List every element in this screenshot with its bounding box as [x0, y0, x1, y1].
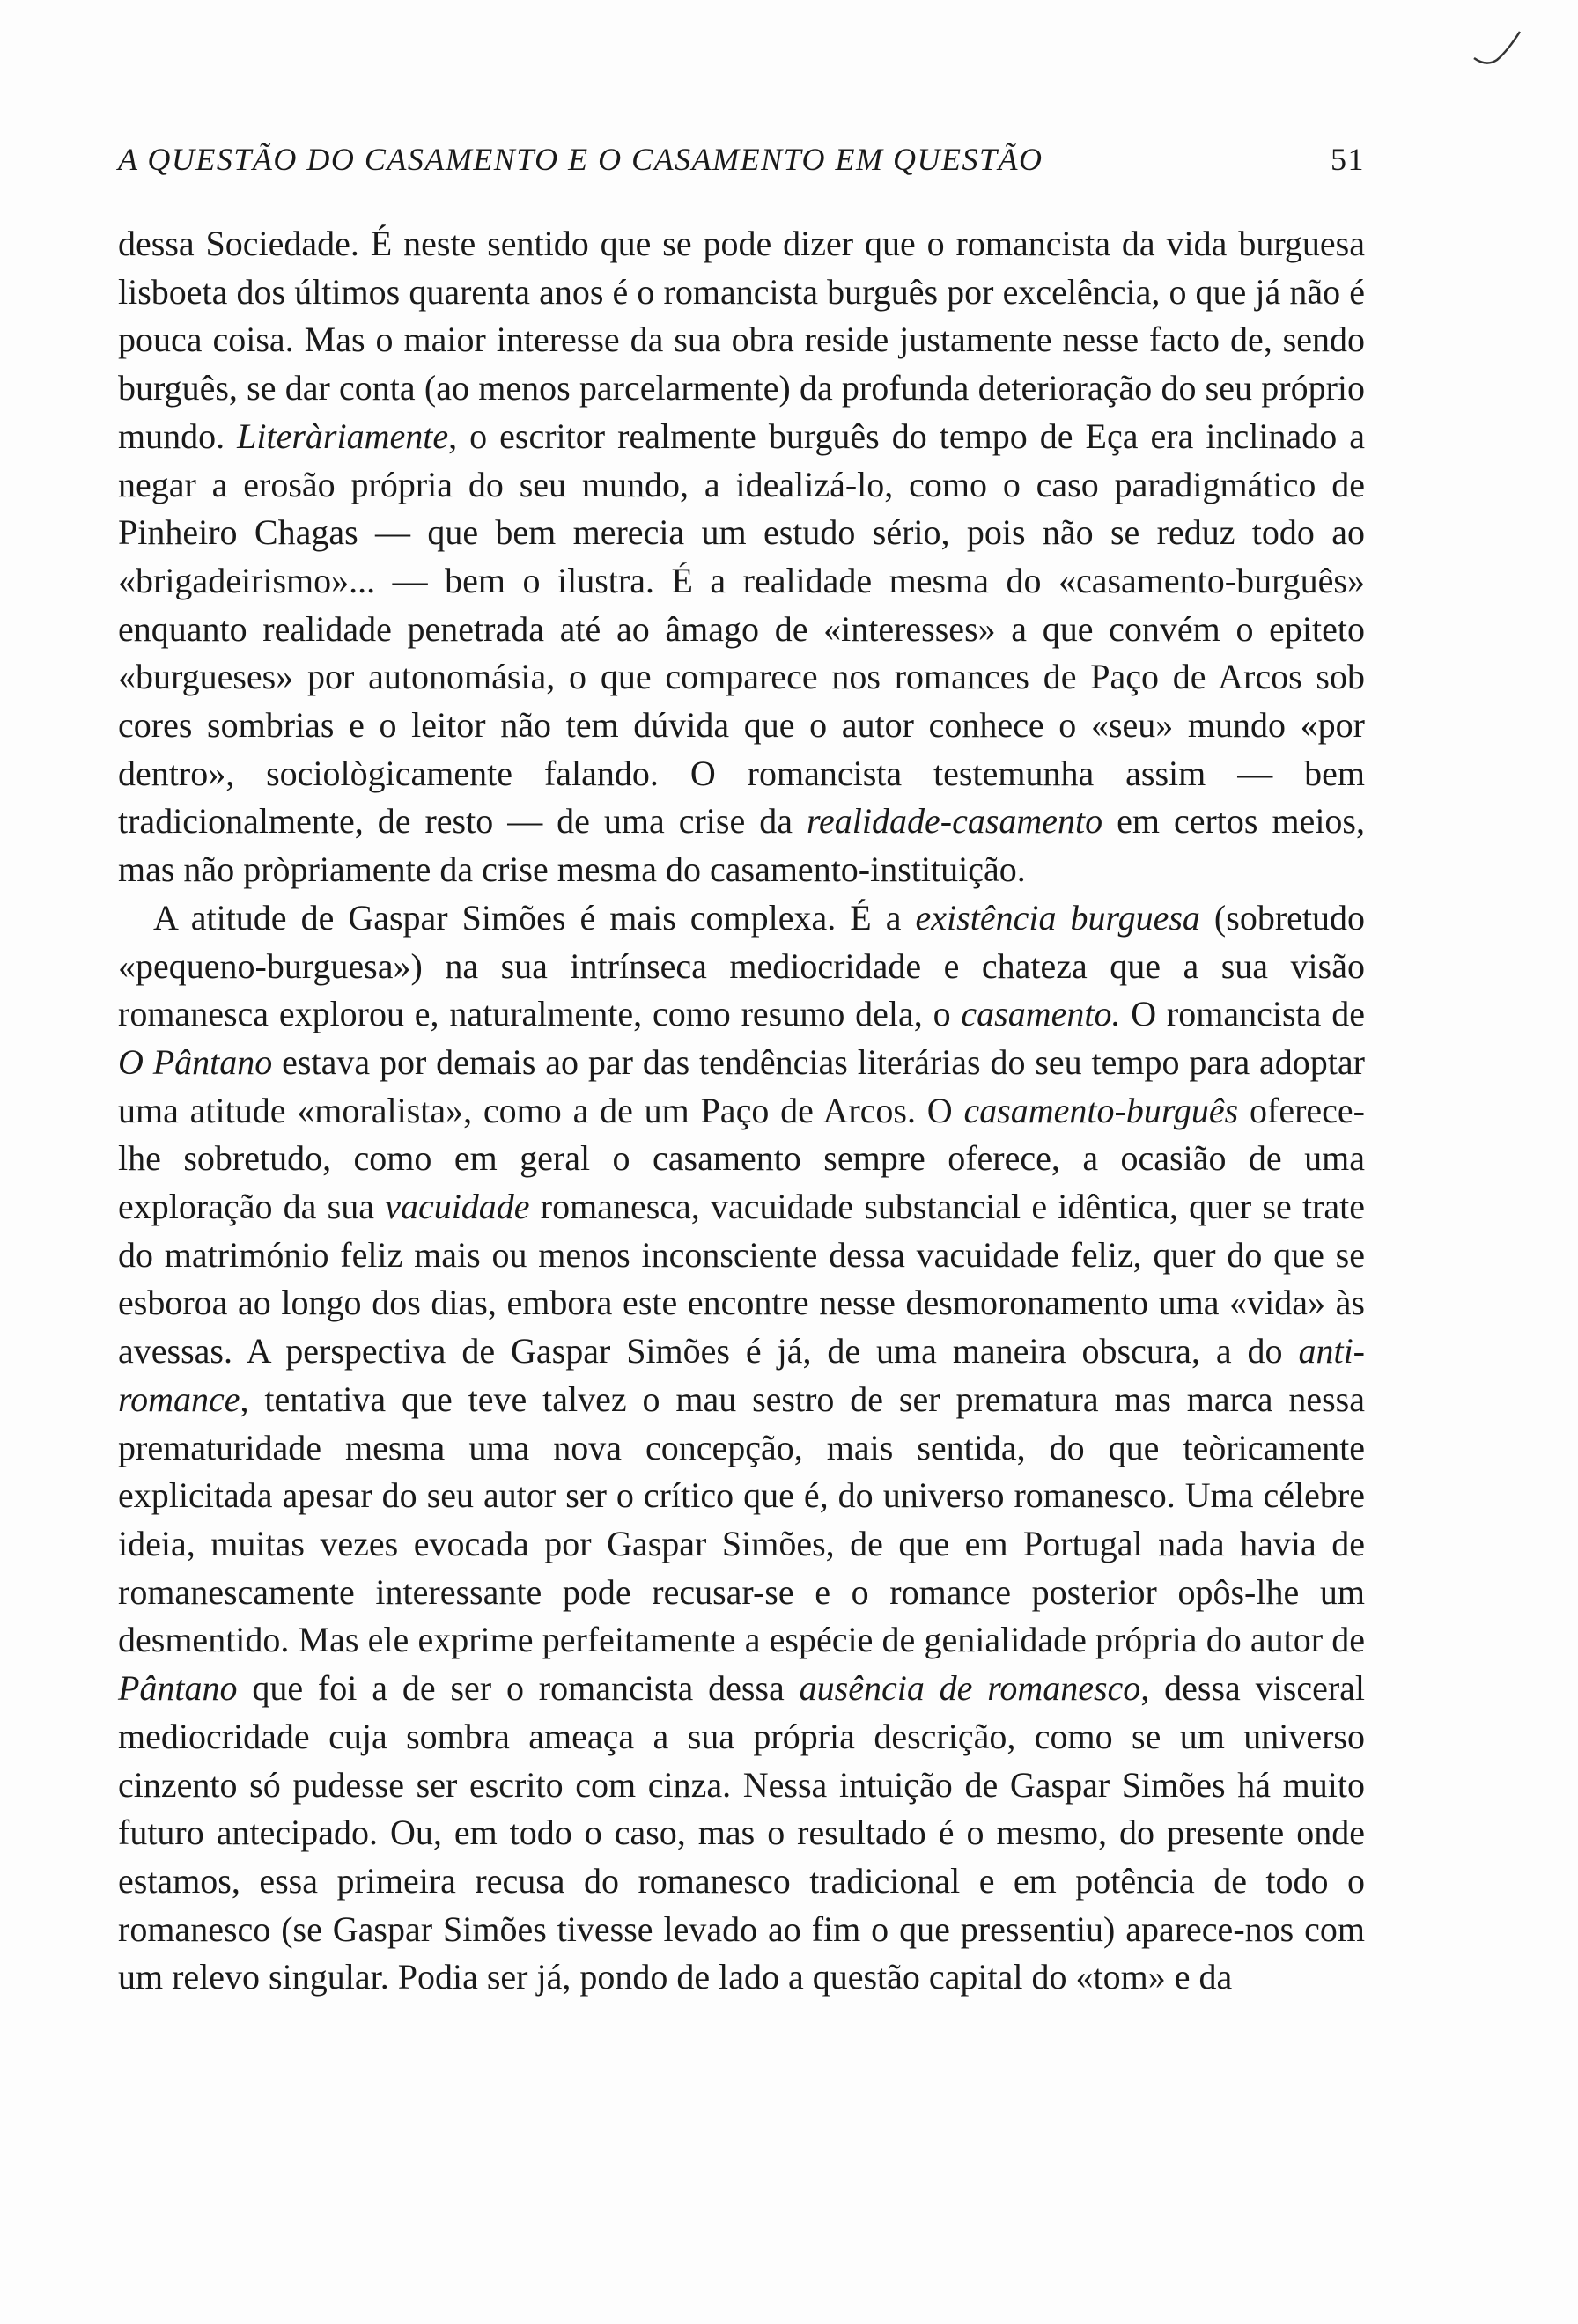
text-run: em certos meios, mas não pròpriamente da crise mesma do casamento-instituição. — [118, 801, 1365, 890]
text-run: oferece-lhe sobretudo, como em geral o casamento sempre oferece, a ocasião de uma exploração da sua — [118, 1090, 1365, 1227]
running-head — [118, 141, 1365, 194]
text-run: O romancista de — [1120, 994, 1365, 1034]
paragraph-2 — [118, 894, 1365, 2002]
italic-text: casamento. — [961, 994, 1121, 1034]
text-run: , tentativa que teve talvez o mau sestro de ser prematura mas marca nessa prematuridade mesma uma nova concepção, mais sentida, do que teòricamente explicitada apesar do seu autor ser o crítico que é, do universo romanesco. Uma célebre ideia, muitas vezes evocada por Gaspar Simões, de que em Portugal nada havia de romanescamente interessante pode recusar-se e o romance posterior opôs-lhe um desmentido. Mas ele exprime perfeitamente a espécie de genialidade própria do autor de — [118, 1379, 1365, 1660]
italic-text: Literàriamente — [237, 416, 449, 456]
italic-text: ausência de romanesco — [799, 1668, 1141, 1709]
scan-check-mark — [1471, 26, 1523, 70]
text-run: (sobretudo «pequeno-burguesa») na sua intrínseca mediocridade e chateza que a sua visão romanesca explorou e, naturalmente, como resumo dela, o — [118, 897, 1366, 1034]
paragraph-1 — [118, 220, 1365, 894]
italic-text: vacuidade — [385, 1187, 530, 1227]
running-head-title: A QUESTÃO DO CASAMENTO E O CASAMENTO EM QUESTÃO — [118, 142, 1043, 177]
text-run: romanesca, vacuidade substancial e idêntica, quer se trate do matrimónio feliz mais ou menos inconsciente dessa vacuidade feliz, quer do que se esboroa ao longo dos dias, embora este encontre nesse desmoronamento uma «vida» às avessas. A perspectiva de Gaspar Simões é já, de uma maneira obscura, a do — [118, 1187, 1365, 1372]
text-run: que foi a de ser o romancista dessa — [237, 1668, 800, 1709]
italic-text: anti-romance — [118, 1331, 1365, 1419]
page-number: 51 — [1331, 142, 1365, 177]
italic-text: realidade-casamento — [806, 801, 1103, 842]
text-run: dessa Sociedade. É neste sentido que se pode dizer que o romancista da vida burguesa lisboeta dos últimos quarenta anos é o romancista burguês por excelência, o que já não é pouca coisa. Mas o maior interesse da sua obra reside justamente nesse facto de, sendo burguês, se dar conta (ao menos parcelarmente) da profunda deterioração do seu próprio mundo. — [118, 224, 1365, 456]
italic-text: existência burguesa — [915, 897, 1200, 938]
text-run: A atitude de Gaspar Simões é mais complexa. É a — [153, 897, 916, 938]
italic-text: O Pântano — [118, 1041, 273, 1082]
italic-text: Pântano — [118, 1668, 238, 1709]
text-run: , o escritor realmente burguês do tempo de Eça era inclinado a negar a erosão própria do seu mundo, a idealizá-lo, como o caso paradigmático de Pinheiro Chagas — que bem merecia um estudo sério, pois não se reduz todo ao «brigadeirismo»... — bem o ilustra. É a realidade mesma do «casamento-burguês» enquanto realidade penetrada até ao âmago de «interesses» a que convém o epiteto «burgueses» por autonomásia, o que comparece nos romances de Paço de Arcos sob cores sombrias e o leitor não tem dúvida que o autor conhece o «seu» mundo «por dentro», sociològicamente falando. O romancista testemunha assim — bem tradicionalmente, de resto — de uma crise da — [118, 416, 1365, 842]
body-text — [118, 220, 1365, 2002]
text-run: , dessa visceral mediocridade cuja sombra ameaça a sua própria descrição, como se um universo cinzento só pudesse ser escrito com cinza. Nessa intuição de Gaspar Simões há muito futuro antecipado. Ou, em todo o caso, mas o resultado é o mesmo, do presente onde estamos, essa primeira recusa do romanesco tradicional e em potência de todo o romanesco (se Gaspar Simões tivesse levado ao fim o que pressentiu) aparece-nos com um relevo singular. Podia ser já, pondo de lado a questão capital do «tom» e da — [118, 1668, 1366, 1997]
text-run: estava por demais ao par das tendências literárias do seu tempo para adoptar uma atitude «moralista», como a de um Paço de Arcos. O — [118, 1041, 1365, 1130]
italic-text: casamento-burguês — [963, 1090, 1239, 1130]
